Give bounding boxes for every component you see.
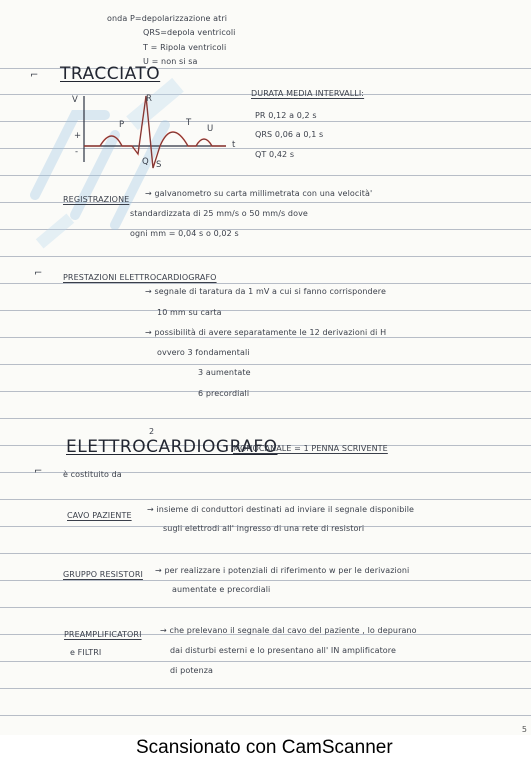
durata-title: DURATA MEDIA INTERVALLI: <box>251 89 365 98</box>
gruppo-label: GRUPPO RESISTORI <box>63 570 143 579</box>
ruled-line <box>0 607 531 608</box>
prestazioni-label: PRESTAZIONI ELETTROCARDIOGRAFO <box>63 273 217 282</box>
ecg-waveform-outline <box>84 96 226 168</box>
ruled-line <box>0 580 531 581</box>
registrazione-line: standardizzata di 25 mm/s o 50 mm/s dove <box>130 209 308 218</box>
ecg-label-u: U <box>207 124 214 134</box>
ecg-label-q: Q <box>142 157 149 167</box>
legend-line: QRS=depola ventricoli <box>143 28 236 37</box>
ecg-label-t: T <box>186 118 192 128</box>
section-title-tracciato: TRACCIATO <box>60 64 161 84</box>
ruled-line <box>0 337 531 338</box>
ruled-line <box>0 688 531 689</box>
gruppo-line: aumentate e precordiali <box>172 585 271 594</box>
registrazione-line: → galvanometro su carta millimetrata con una velocità' <box>145 189 373 198</box>
ruled-line <box>0 283 531 284</box>
intro-text: è costituito da <box>63 470 122 479</box>
ruled-line <box>0 364 531 365</box>
preamp-line: dai disturbi esterni e lo presentano all' IN amplificatore <box>170 646 397 655</box>
title-accent: 2 <box>149 427 155 436</box>
preamp-label: PREAMPLIFICATORI <box>64 630 142 639</box>
cavo-line: → insieme di conduttori destinati ad inviare il segnale disponibile <box>147 505 415 514</box>
section-bullet-icon: ⌐ <box>34 268 43 279</box>
interval-qt: QT 0,42 s <box>255 150 295 159</box>
cavo-label: CAVO PAZIENTE <box>67 511 132 520</box>
section-title-elettrocardiografo: ELETTROCARDIOGRAFO <box>66 437 278 457</box>
legend-line: T = Ripola ventricoli <box>143 43 227 52</box>
corner-mark: 5 <box>521 725 527 734</box>
prestazioni-line: → possibilità di avere separatamente le 12 derivazioni di H <box>145 328 387 337</box>
preamp-line: → che prelevano il segnale dal cavo del paziente , lo depurano <box>160 626 417 635</box>
ecg-label-s: S <box>156 160 162 170</box>
prestazioni-line: 10 mm su carta <box>157 308 222 317</box>
gruppo-line: → per realizzare i potenziali di riferimento w per le derivazioni <box>155 566 410 575</box>
ecg-label-plus: + <box>74 131 82 141</box>
ecg-waveform <box>84 96 226 168</box>
ruled-line <box>0 715 531 716</box>
interval-qrs: QRS 0,06 a 0,1 s <box>255 130 324 139</box>
ecg-trace-diagram <box>60 88 250 178</box>
ruled-line <box>0 391 531 392</box>
prestazioni-line: 3 aumentate <box>198 368 251 377</box>
camscanner-watermark-text: Scansionato con CamScanner <box>136 737 393 758</box>
ruled-line <box>0 256 531 257</box>
registrazione-line: ogni mm = 0,04 s o 0,02 s <box>130 229 239 238</box>
section-bullet-icon: ⌐ <box>34 466 43 477</box>
cavo-line: sugli elettrodi all' ingresso di una rete di resistori <box>163 524 365 533</box>
ruled-line <box>0 418 531 419</box>
legend-line: onda P=depolarizzazione atri <box>107 14 228 23</box>
interval-pr: PR 0,12 a 0,2 s <box>255 111 317 120</box>
legend-line: U = non si sa <box>143 57 198 66</box>
ecg-label-v: V <box>72 95 78 105</box>
monocanale-note: MONOCANALE = 1 PENNA SCRIVENTE <box>233 444 388 453</box>
ecg-label-minus: - <box>75 147 79 157</box>
section-bullet-icon: ⌐ <box>30 70 39 81</box>
ecg-label-r: R <box>146 94 153 104</box>
prestazioni-line: ovvero 3 fondamentali <box>157 348 250 357</box>
ruled-line <box>0 310 531 311</box>
filtri-label: e FILTRI <box>70 648 102 657</box>
ruled-line <box>0 553 531 554</box>
ecg-label-t-axis: t <box>232 140 236 150</box>
ecg-label-p: P <box>119 120 125 130</box>
ruled-line <box>0 499 531 500</box>
ruled-line <box>0 661 531 662</box>
registrazione-label: REGISTRAZIONE <box>63 195 130 204</box>
prestazioni-line: 6 precordiali <box>198 389 250 398</box>
preamp-line: di potenza <box>170 666 214 675</box>
prestazioni-line: → segnale di taratura da 1 mV a cui si fanno corrispondere <box>145 287 386 296</box>
